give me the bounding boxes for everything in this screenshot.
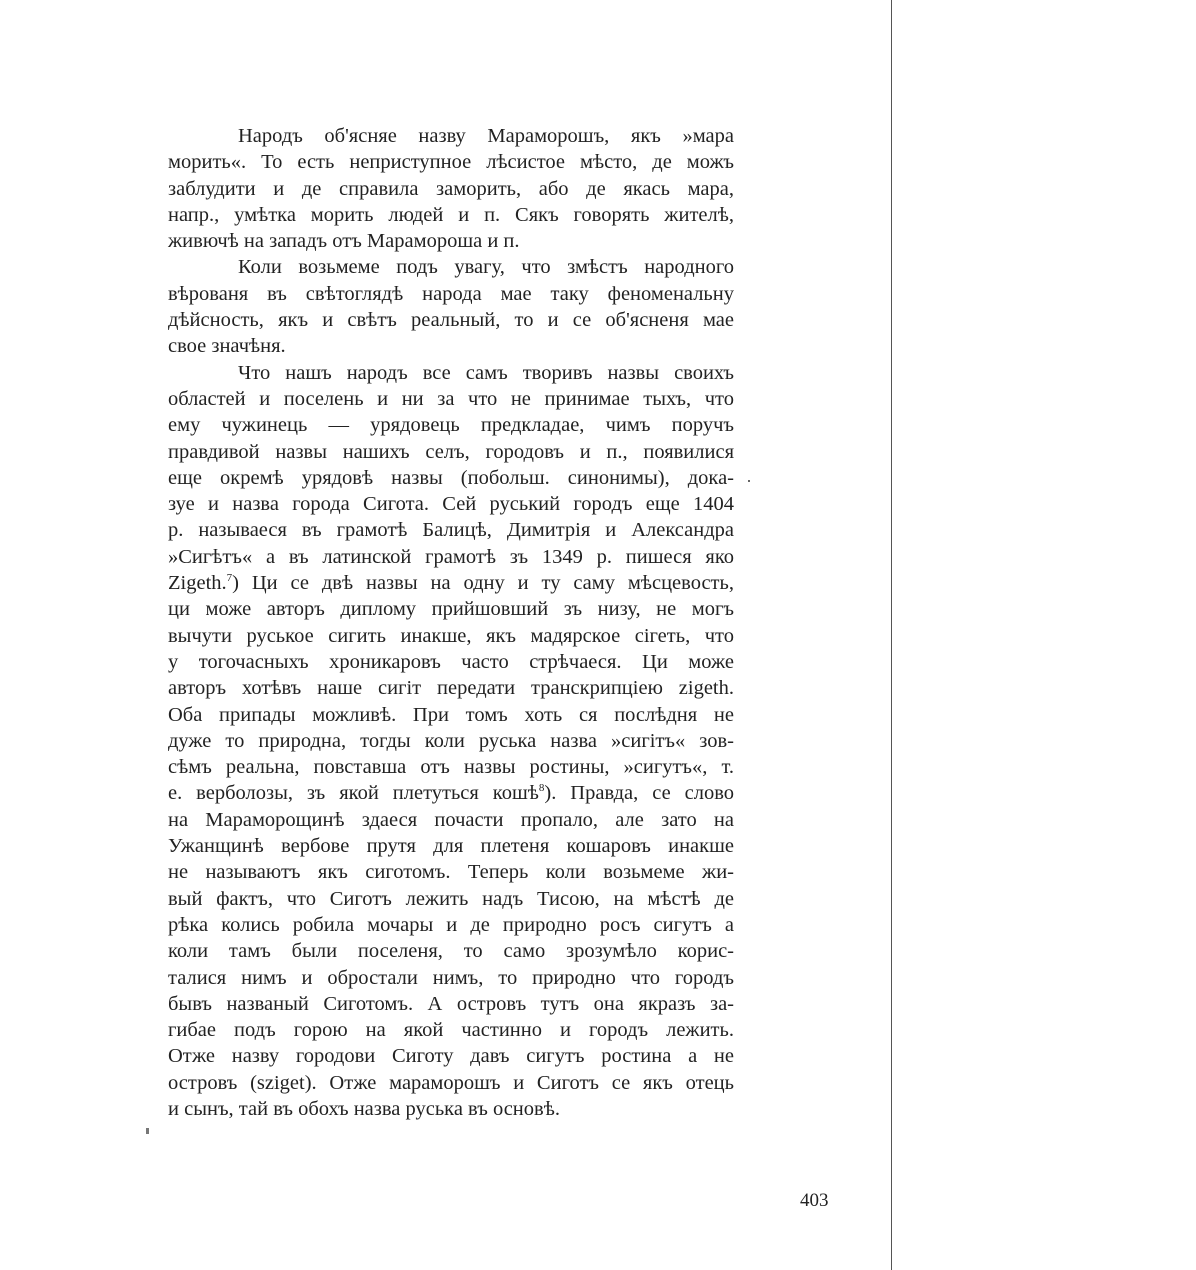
text-line: Народъ об'ясняе назву Мараморошъ, якъ »мара (238, 125, 734, 147)
text-line: Ужанщинѣ вербове прутя для плетеня кошаровъ инакше (168, 835, 734, 858)
text-line: и сынъ, тай въ обохъ назва руська въ основѣ. (168, 1097, 560, 1120)
text-line: на Мараморощинѣ здаеся почасти пропало, але зато на (168, 808, 734, 831)
text-line: ци може авторъ диплому прийшовший зъ низу, не могъ (168, 598, 734, 621)
scan-speck (146, 1128, 149, 1134)
text-line: островъ (sziget). Отже мараморошъ и Сиготъ се якъ отець (168, 1071, 734, 1094)
paragraph-1 (168, 123, 734, 254)
text-line: вый фактъ, что Сиготъ лежить надъ Тисою, на мѣстѣ де (168, 887, 734, 910)
text-line: областей и поселень и ни за что не принимае тыхъ, что (168, 387, 734, 410)
text-line: бывъ названый Сиготомъ. А островъ тутъ она якразъ за- (168, 992, 734, 1015)
text-line-with-footnote (168, 780, 734, 806)
text-line: авторъ хотѣвъ наше сигіт передати транскрипціею zigeth. (168, 677, 734, 700)
footnote-marker: 7 (226, 572, 233, 585)
text-line: вѣрованя въ свѣтоглядѣ народа мае таку феноменальну (168, 282, 734, 305)
text-line: Что нашъ народъ все самъ творивъ назвы своихъ (238, 361, 734, 384)
text-line: живючѣ на западъ отъ Мараморошa и п. (168, 230, 520, 253)
body-text (168, 123, 734, 1122)
text-line: гибае подъ горою на якой частинно и городъ лежить. (168, 1019, 734, 1042)
text-fragment: е. верболозы, зъ якой плетуться кошѣ (168, 782, 539, 805)
text-line: »Сигѣтъ« а въ латинской грамотѣ зъ 1349 р. пишеся яко (168, 545, 734, 568)
text-line: талися нимъ и обростали нимъ, то природно что городъ (168, 966, 734, 989)
page-number: 403 (800, 1190, 829, 1211)
text-line: сѣмъ реальна, повставша отъ назвы ростины, »сигутъ«, т. (168, 756, 734, 779)
text-fragment: ). Правда, се слово (544, 782, 735, 805)
scan-speck (748, 480, 750, 482)
text-line: Отже назву городови Сиготу давъ сигутъ ростина а не (168, 1045, 734, 1068)
text-line: дуже то природна, тогды коли руська назва »сигітъ« зов- (168, 729, 734, 752)
text-line: напр., умѣтка морить людей и п. Сякъ говорять жителѣ, (168, 203, 734, 226)
text-fragment: ) Ци се двѣ назвы на одну и ту саму мѣсцевость, (232, 572, 734, 595)
text-line-with-footnote (168, 570, 734, 596)
text-line: Оба припады можливѣ. При томъ хоть ся послѣдня не (168, 703, 734, 726)
text-line: р. называеся въ грамотѣ Балицѣ, Димитрія и Александра (168, 519, 734, 542)
text-line: не называютъ якъ сиготомъ. Теперь коли возьмеме жи- (168, 861, 734, 884)
text-line: у тогочасныхъ хроникаровъ часто стрѣчаеся. Ци може (168, 650, 734, 673)
text-line: коли тамъ были поселеня, то само зрозумѣло корис- (168, 940, 734, 963)
text-line: Коли возьмеме подъ увагу, что змѣстъ народного (238, 256, 734, 279)
text-line: свое значѣня. (168, 335, 286, 358)
paragraph-2 (168, 254, 734, 359)
text-line: еще окремѣ урядовѣ назвы (побольш. синонимы), дока- (168, 466, 734, 489)
paragraph-3 (168, 360, 734, 1123)
text-line: морить«. То есть неприступное лѣсистое мѣсто, де можъ (168, 151, 734, 174)
footnote-marker: 8 (538, 782, 545, 795)
text-line: зуе и назва города Сигота. Сей руський городъ еще 1404 (168, 493, 734, 516)
text-fragment: Zigeth. (168, 572, 227, 595)
text-line: дѣйсность, якъ и свѣтъ реальный, то и се об'ясненя мае (168, 309, 734, 332)
text-line: вычути руськое сигить инакше, якъ мадярское сігеть, что (168, 624, 734, 647)
text-line: рѣка колись робила мочары и де природно росъ сигутъ а (168, 913, 734, 936)
text-line: правдивой назвы нашихъ селъ, городовъ и п., появилися (168, 440, 734, 463)
text-line: ему чужинець — урядовець предкладае, чимъ поручъ (168, 414, 734, 437)
text-line: заблудити и де справила заморить, або де якась мара, (168, 177, 734, 200)
